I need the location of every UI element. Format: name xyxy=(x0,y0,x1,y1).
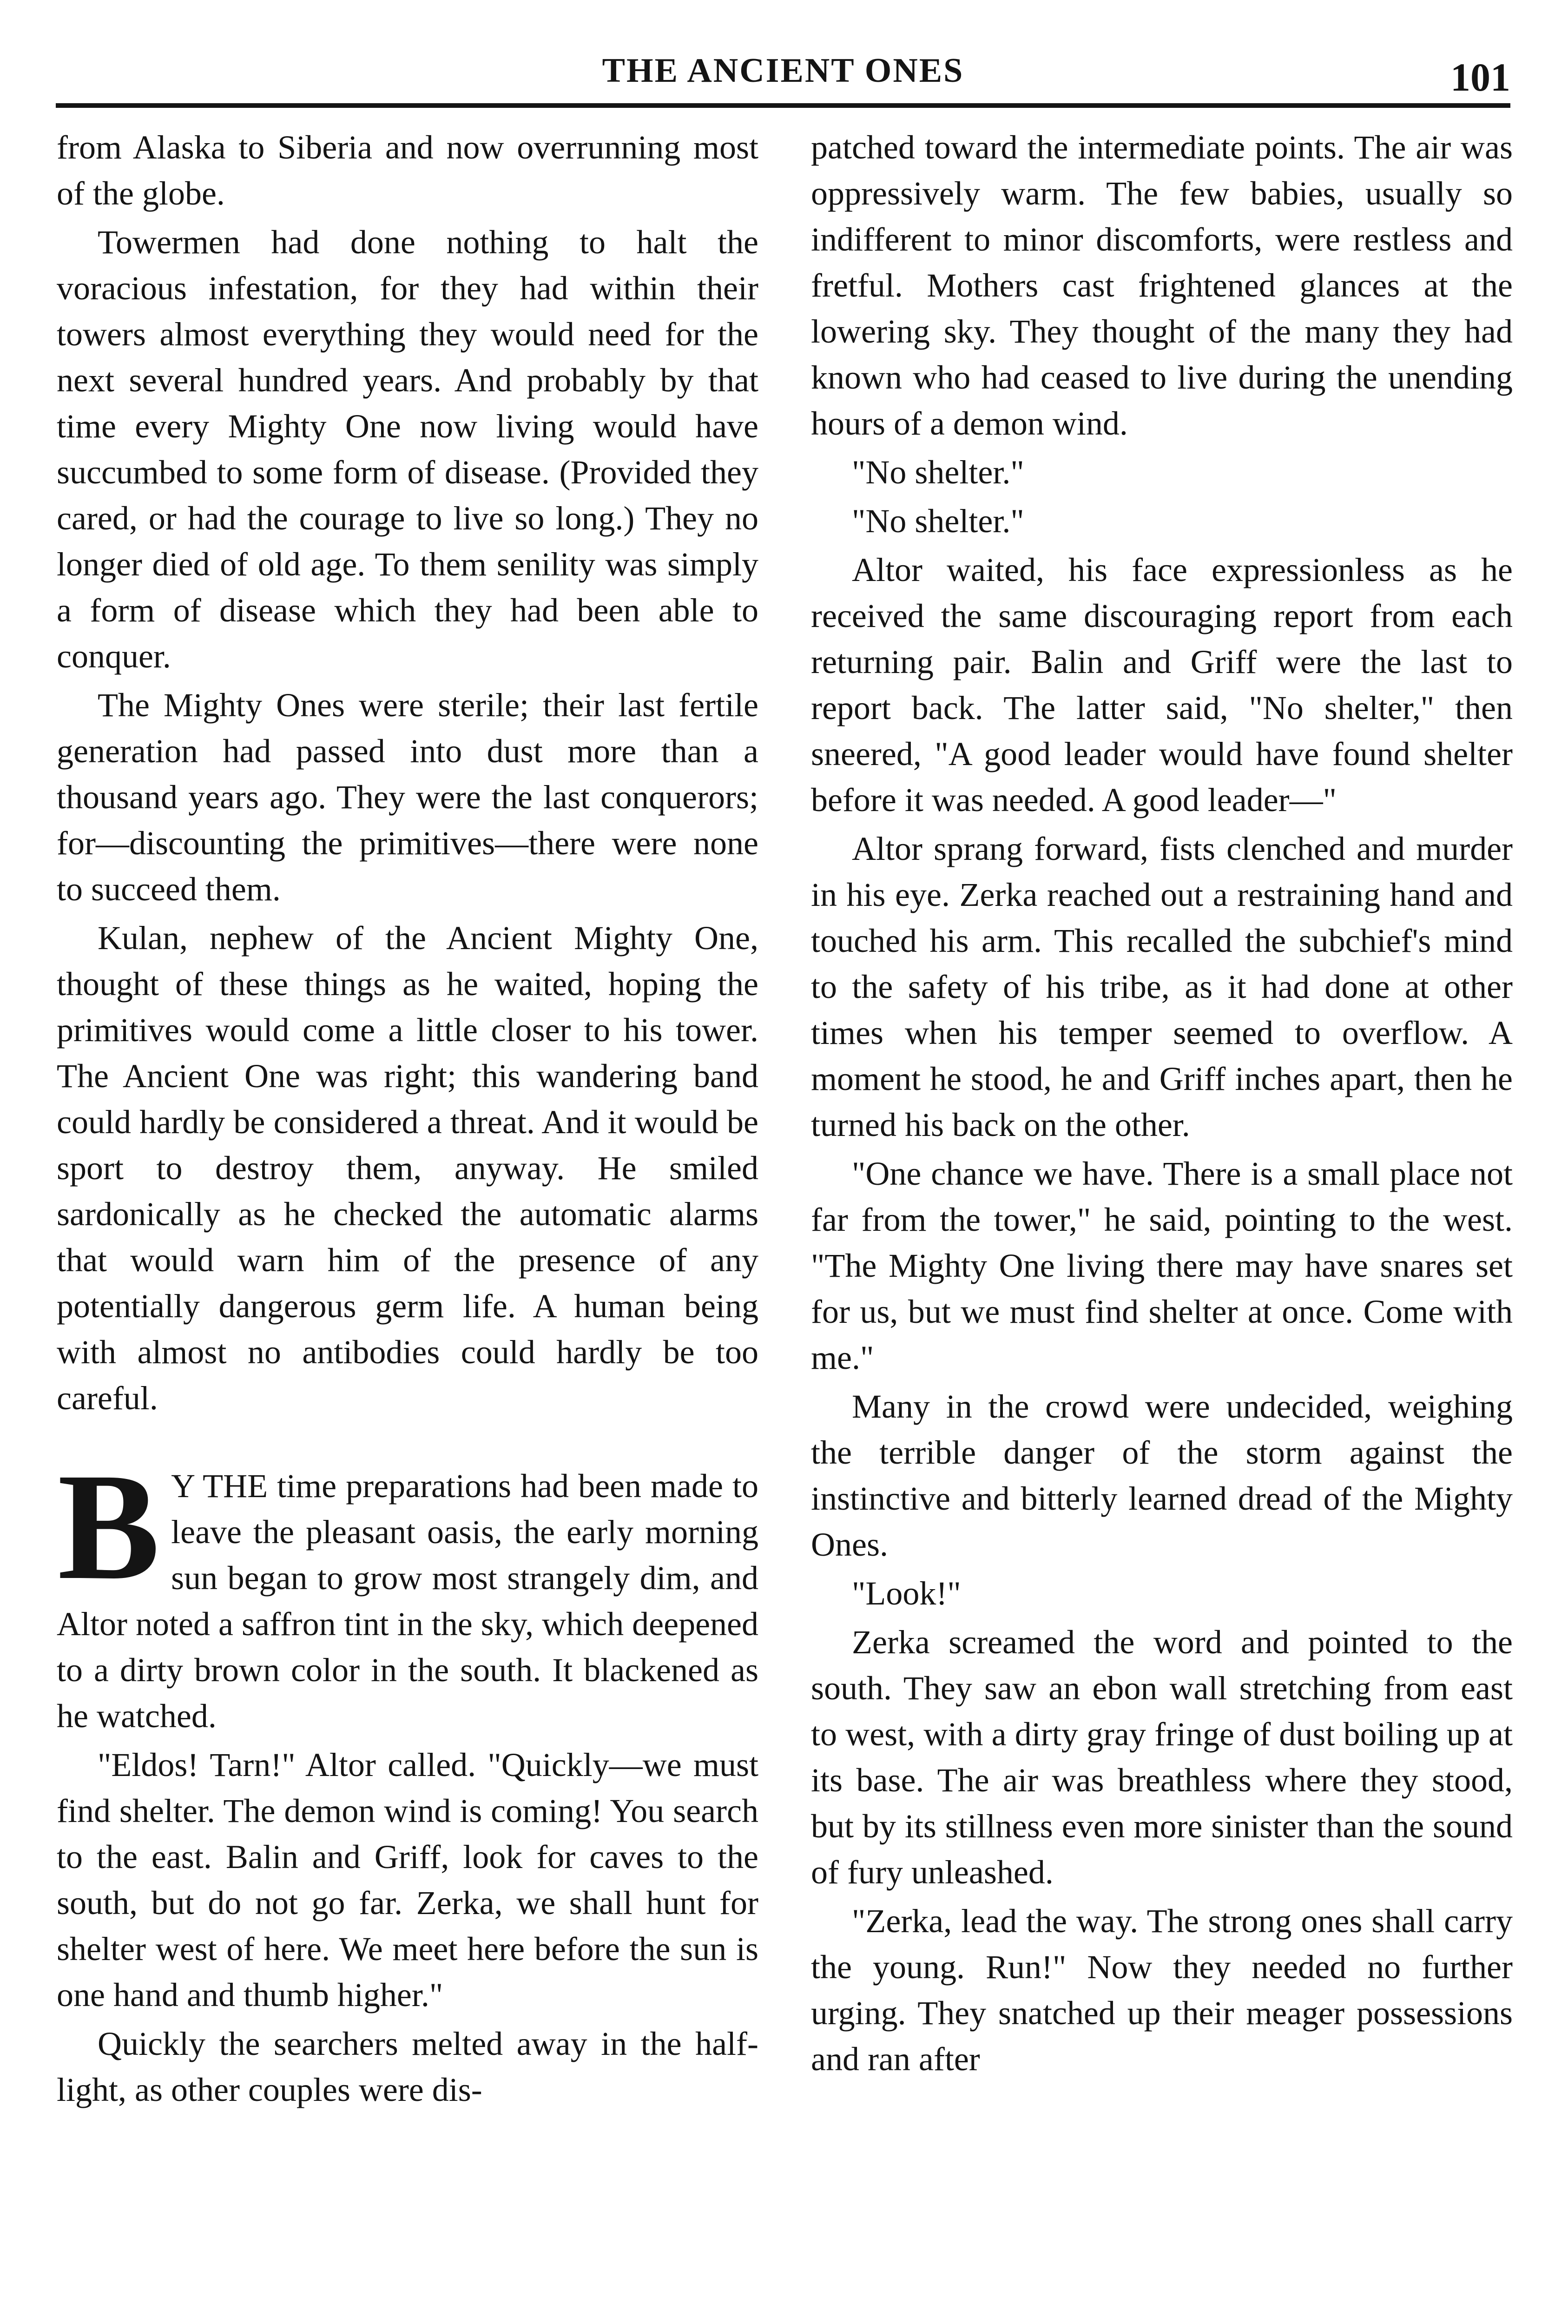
right-column xyxy=(811,125,1513,2085)
paragraph: "One chance we have. There is a small place not far from the tower," he said, pointing to the west. "The Mighty One living there may have snares set for us, but we must find shelter at once. Come with me." xyxy=(811,1155,1513,1376)
paragraph: Zerka screamed the word and pointed to the south. They saw an ebon wall stretching from east to west, with a dirty gray fringe of dust boiling up at its base. The air was breathless where they stood, but by its stillness even more sinister than the sound of fury unleashed. xyxy=(811,1624,1513,1891)
paragraph: patched toward the intermediate points. The air was oppressively warm. The few babies, usually so indifferent to minor discomforts, were restless and fretful. Mothers cast frightened glances at the lowering sky. They thought of the many they had known who had ceased to live during the unending hours of a demon wind. xyxy=(811,129,1513,442)
paragraph: from Alaska to Siberia and now overrunning most of the globe. xyxy=(57,129,758,212)
paragraph: Altor waited, his face expressionless as he received the same discouraging report from each returning pair. Balin and Griff were the last to report back. The latter said, "No shelter," then sneered, "A good leader would have found shelter before it was needed. A good leader—" xyxy=(811,551,1513,819)
paragraph: "Zerka, lead the way. The strong ones shall carry the young. Run!" Now they needed no further urging. They snatched up their meager possessions and ran after xyxy=(811,1902,1513,2078)
paragraph: Altor sprang forward, fists clenched and murder in his eye. Zerka reached out a restraining hand and touched his arm. This recalled the subchief's mind to the safety of his tribe, as it had done at other times when his temper seemed to overflow. A moment he stood, he and Griff inches apart, then he turned his back on the other. xyxy=(811,830,1513,1143)
section-opening-paragraph xyxy=(57,1442,758,1739)
paragraph: The Mighty Ones were sterile; their last fertile generation had passed into dust more than a thousand years ago. They were the last conquerors; for—discounting the primitives—there were none to succeed them. xyxy=(57,687,758,908)
running-head xyxy=(56,42,1510,98)
left-column xyxy=(57,125,758,2116)
page-number: 101 xyxy=(1450,55,1510,99)
paragraph: "No shelter." xyxy=(852,454,1024,491)
header-rule xyxy=(56,103,1510,108)
paragraph: "Eldos! Tarn!" Altor called. "Quickly—we must find shelter. The demon wind is coming! You search to the east. Balin and Griff, look for caves to the south, but do not go far. Zerka, we shall hunt for shelter west of here. We meet here before the sun is one hand and thumb higher." xyxy=(57,1746,758,2014)
drop-cap: B xyxy=(58,1442,160,1611)
running-title: THE ANCIENT ONES xyxy=(602,52,964,90)
paragraph-text: Y THE time preparations had been made to leave the pleasant oasis, the early morning sun began to grow most strangely dim, and Altor noted a saffron tint in the sky, which deepened to a dirty brown color in the south. It blackened as he watched. xyxy=(57,1467,758,1735)
paragraph: Kulan, nephew of the Ancient Mighty One, thought of these things as he waited, hoping the primitives would come a little closer to his tower. The Ancient One was right; this wandering band could hardly be considered a threat. And it would be sport to destroy them, anyway. He smiled sardonically as he checked the automatic alarms that would warn him of the presence of any potentially dangerous germ life. A human being with almost no antibodies could hardly be too careful. xyxy=(57,919,758,1417)
paragraph: "Look!" xyxy=(852,1575,961,1612)
paragraph: "No shelter." xyxy=(852,502,1024,540)
paragraph: Towermen had done nothing to halt the voracious infestation, for they had within their towers almost everything they would need for the next several hundred years. And probably by that time every Mighty One now living would have succumbed to some form of disease. (Provided they cared, or had the courage to live so long.) They no longer died of old age. To them senility was simply a form of disease which they had been able to conquer. xyxy=(57,224,758,675)
paragraph: Many in the crowd were undecided, weighing the terrible danger of the storm against the instinctive and bitterly learned dread of the Mighty Ones. xyxy=(811,1388,1513,1563)
paragraph: Quickly the searchers melted away in the half-light, as other couples were dis- xyxy=(57,2025,758,2108)
